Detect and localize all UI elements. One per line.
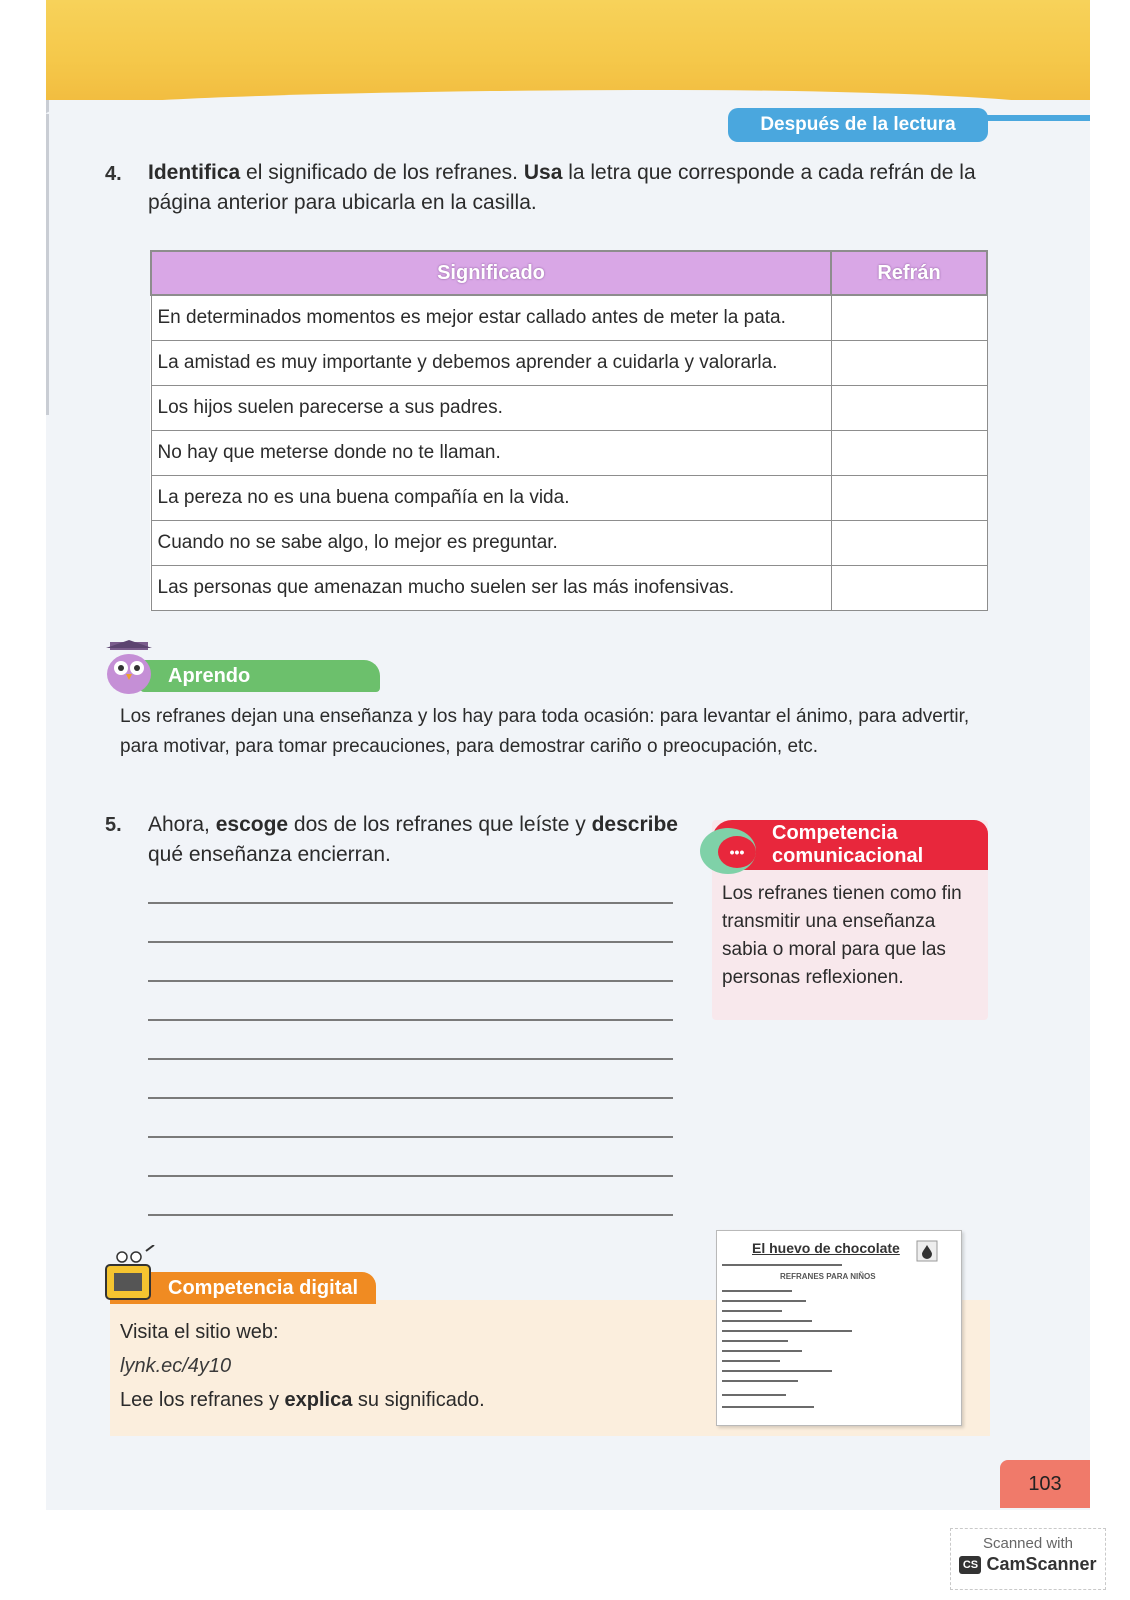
thumbnail-text-line — [722, 1406, 814, 1408]
header-refran: Refrán — [831, 251, 987, 295]
competencia-title-line2: comunicacional — [772, 845, 924, 867]
table-row — [151, 385, 987, 430]
page-number: 103 — [1000, 1460, 1090, 1508]
table-row — [151, 295, 987, 340]
meaning-cell: En determinados momentos es mejor estar callado antes de meter la pata. — [151, 295, 831, 340]
camscanner-watermark — [950, 1528, 1106, 1590]
thumbnail-drop-icon — [916, 1240, 938, 1262]
q4-text-b: la letra que corresponde a cada refrán de la página anterior para ubicarla en la casilla. — [148, 161, 976, 214]
thumbnail-text-line — [722, 1300, 806, 1302]
answer-line[interactable] — [148, 1214, 673, 1216]
refran-answer-cell[interactable] — [831, 520, 987, 565]
q4-verb-identifica: Identifica — [148, 161, 241, 184]
meaning-cell: Los hijos suelen parecerse a sus padres. — [151, 385, 831, 430]
watermark-line2-row — [951, 1554, 1105, 1575]
thumbnail-text-line — [722, 1370, 832, 1372]
answer-line[interactable] — [148, 1097, 673, 1099]
meaning-cell: Cuando no se sabe algo, lo mejor es preguntar. — [151, 520, 831, 565]
q5-verb-describe: describe — [591, 813, 678, 836]
refran-answer-cell[interactable] — [831, 565, 987, 610]
answer-line[interactable] — [148, 1175, 673, 1177]
table-row — [151, 520, 987, 565]
q5-verb-escoge: escoge — [215, 813, 289, 836]
thumbnail-text-line — [722, 1394, 786, 1396]
refran-answer-cell[interactable] — [831, 430, 987, 475]
refran-answer-cell[interactable] — [831, 475, 987, 520]
thumbnail-subtitle: REFRANES PARA NIÑOS — [780, 1272, 876, 1281]
camscanner-logo-icon: CS — [959, 1556, 981, 1574]
digital-label: Competencia digital — [110, 1272, 376, 1304]
refran-answer-cell[interactable] — [831, 340, 987, 385]
aprendo-text: Los refranes dejan una enseñanza y los hay para toda ocasión: para levantar el ánimo, para advertir, para motivar, para tomar precauciones, para demostrar cariño o preocupación, etc. — [120, 706, 970, 757]
table-row — [151, 430, 987, 475]
answer-line[interactable] — [148, 941, 673, 943]
answer-line[interactable] — [148, 902, 673, 904]
meaning-cell: Las personas que amenazan mucho suelen ser las más inofensivas. — [151, 565, 831, 610]
thumbnail-text-line — [722, 1330, 852, 1332]
thumbnail-text-line — [722, 1264, 842, 1266]
thumbnail-text-line — [722, 1360, 780, 1362]
chat-dots-icon: ••• — [718, 836, 756, 868]
question-5-number: 5. — [105, 814, 122, 836]
competencia-text: Los refranes tienen como fin transmitir una enseñanza sabia o moral para que las personas reflexionen. — [722, 883, 962, 988]
table-header-row — [151, 251, 987, 295]
question-4-number: 4. — [105, 163, 122, 185]
digital-verb-explica: explica — [284, 1389, 353, 1411]
thumbnail-text-line — [722, 1350, 802, 1352]
top-color-band — [46, 0, 1090, 100]
digital-link[interactable]: lynk.ec/4y10 — [120, 1355, 232, 1377]
thumbnail-text-line — [722, 1340, 788, 1342]
aprendo-label: Aprendo — [140, 660, 380, 692]
section-divider — [970, 115, 1090, 121]
q4-verb-usa: Usa — [523, 161, 563, 184]
question-4-text — [148, 158, 993, 218]
question-5-text — [148, 810, 688, 870]
refran-answer-cell[interactable] — [831, 295, 987, 340]
competencia-title-line1: Competencia — [772, 822, 898, 844]
refran-answer-cell[interactable] — [831, 385, 987, 430]
digital-line1: Visita el sitio web: — [120, 1321, 279, 1343]
digital-line3 — [120, 1386, 485, 1414]
q5-text-b: dos de los refranes que leíste y — [288, 813, 592, 836]
watermark-line1: Scanned with — [982, 1535, 1074, 1552]
thumbnail-text-line — [722, 1320, 812, 1322]
q5-text-c: qué enseñanza encierran. — [148, 843, 391, 866]
section-tab: Después de la lectura — [728, 108, 988, 142]
table-row — [151, 475, 987, 520]
answer-line[interactable] — [148, 980, 673, 982]
robot-computer-icon — [102, 1245, 160, 1301]
meaning-table — [150, 250, 988, 611]
table-row — [151, 565, 987, 610]
header-significado: Significado — [151, 251, 831, 295]
table-row — [151, 340, 987, 385]
answer-line[interactable] — [148, 1058, 673, 1060]
answer-line[interactable] — [148, 1136, 673, 1138]
owl-icon — [102, 640, 156, 696]
thumbnail-text-line — [722, 1380, 798, 1382]
watermark-line2: CamScanner — [986, 1554, 1097, 1574]
q4-text-a: el significado de los refranes. — [240, 161, 524, 184]
meaning-cell: No hay que meterse donde no te llaman. — [151, 430, 831, 475]
digital-line3-c: su significado. — [352, 1389, 485, 1411]
meaning-cell: La pereza no es una buena compañía en la vida. — [151, 475, 831, 520]
q5-text-a: Ahora, — [148, 813, 216, 836]
thumbnail-text-line — [722, 1290, 792, 1292]
answer-line[interactable] — [148, 1019, 673, 1021]
thumbnail-text-line — [722, 1310, 782, 1312]
meaning-cell: La amistad es muy importante y debemos aprender a cuidarla y valorarla. — [151, 340, 831, 385]
digital-line3-a: Lee los refranes y — [120, 1389, 285, 1411]
thumbnail-title: El huevo de chocolate — [752, 1240, 900, 1256]
